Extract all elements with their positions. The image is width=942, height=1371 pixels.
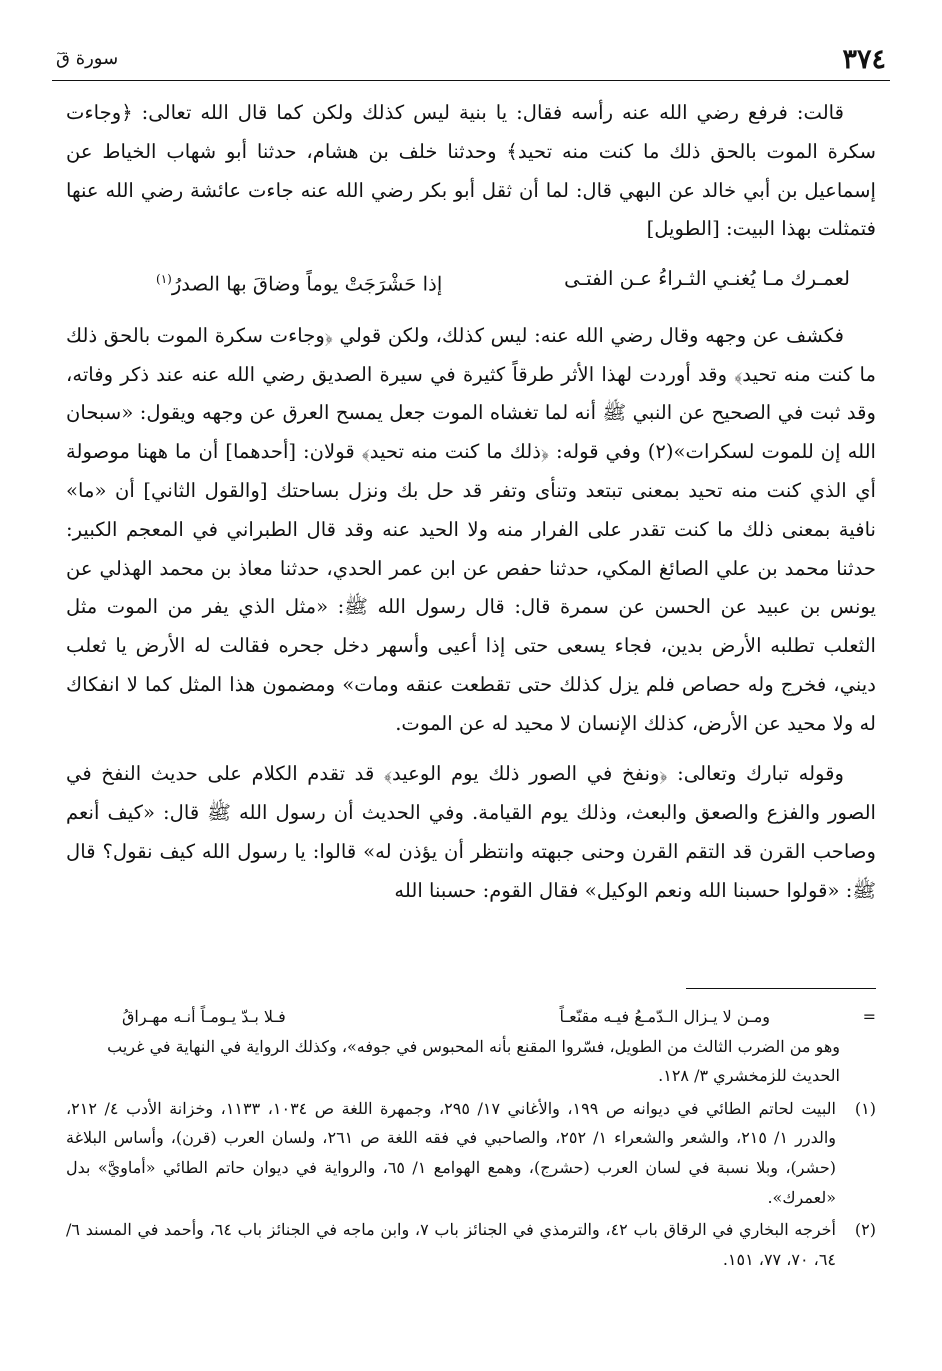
page-number: ٣٧٤ — [842, 44, 886, 75]
paragraph: فكشف عن وجهه وقال رضي الله عنه: ليس كذلك، ولكن قولي ﴿وجاءت سكرة الموت بالحق ذلك ما كنت منه تحيد﴾ وقد أوردت لهذا الأثر طرقاً كثيرة في سيرة الصديق رضي الله عنه عند ذكر وفاته، وقد ثبت في الصحيح عن النبي ﷺ أنه لما تغشاه الموت جعل يمسح العرق عن وجهه ويقول: «سبحان الله إن للموت لسكرات»(٢) وفي قوله: ﴿ذلك ما كنت منه تحيد﴾ قولان: [أحدهما] أن ما ههنا موصولة أي الذي كنت منه تحيد بمعنى تبتعد وتنأى وتفر قد حل بك ونزل بساحتك [والقول الثاني] أن «ما» نافية بمعنى ذلك ما كنت تقدر على الفرار منه ولا الحيد عنه وقد قال الطبراني في المعجم الكبير: حدثنا محمد بن علي الصائغ المكي، حدثنا حفص عن ابن عمر الحدي، حدثنا معاذ بن محمد الهذلي عن يونس بن عبيد عن الحسن عن سمرة قال: قال رسول الله ﷺ: «مثل الذي يفر من الموت مثل الثعلب تطلبه الأرض بدين، فجاء يسعى حتى إذا أعيى وأسهر دخل جحره فقالت له الأرض يا ثعلب ديني، فخرج وله حصاص فلم يزل كذلك حتى تقطعت عنقه ومات» ومضمون هذا المثل كما لا انفكاك له ولا محيد عن الأرض، كذلك الإنسان لا محيد له عن الموت. — [66, 323, 876, 735]
footnote-1 — [66, 1094, 876, 1212]
verse-first-hemistich: لعمـرك مـا يُغنـي الثـراءُ عـن الفتـى — [564, 267, 850, 291]
footnote-verse — [66, 1002, 840, 1032]
page-header — [52, 40, 890, 81]
verse-second-hemistich-text: إذا حَشْرَجَتْ يوماً وضاقَ بها الصدرُ — [171, 272, 443, 296]
running-title: سورة قٓ — [56, 48, 119, 69]
footnote-2 — [66, 1215, 876, 1274]
footnote-marker: (١) — [156, 272, 172, 287]
continuation-mark: = — [862, 1007, 876, 1026]
footnote-number: (١) — [854, 1098, 876, 1118]
footnote-verse-second: فـلا بـدّ يـومـاً أنـه مهـراقُ — [122, 1007, 286, 1026]
poetry-verse — [156, 259, 850, 305]
verse-second-hemistich — [156, 259, 442, 305]
paragraph: قالت: فرفع رضي الله عنه رأسه فقال: يا بنية ليس كذلك ولكن كما قال الله تعالى: ﴿وجاءت سكرة الموت بالحق ذلك ما كنت منه تحيد﴾ وحدثنا خلف بن هشام، حدثنا أبو شهاب الخياط عن إسماعيل بن أبي خالد عن البهي قال: لما أن ثقل أبو بكر رضي الله عنه جاءت عائشة رضي الله عنها فتمثلت بهذا البيت: [الطويل] — [66, 101, 876, 241]
footnotes — [66, 1002, 876, 1274]
footnote-number: (٢) — [854, 1220, 876, 1240]
main-text — [66, 94, 876, 911]
footnote-continuation — [66, 1002, 876, 1091]
footnote-separator — [686, 988, 876, 989]
footnote-text: البيت لحاتم الطائي في ديوانه ص ١٩٩، والأغاني ١٧/ ٢٩٥، وجمهرة اللغة ص ١٠٣٤، ١١٣٣، وخزانة الأدب ٤/ ٢١٢، والدرر ١/ ٢١٥، والشعر والشعراء ١/ ٢٥٢، والصاحبي في فقه اللغة ص ٢٦١، ولسان العرب (قرن)، وأساس البلاغة (حشر)، وبلا نسبة في لسان العرب (حشرج)، وهمع الهوامع ١/ ٦٥، والرواية في ديوان حاتم الطائي «أماويَّ» بدل «لعمرك». — [66, 1098, 837, 1207]
paragraph: وقوله تبارك وتعالى: ﴿ونفخ في الصور ذلك يوم الوعيد﴾ قد تقدم الكلام على حديث النفخ في الصور والفزع والصعق والبعث، وذلك يوم القيامة. وفي الحديث أن رسول الله ﷺ قال: «كيف أنعم وصاحب القرن قد التقم القرن وحنى جبهته وانتظر أن يؤذن له» قالوا: يا رسول الله كيف نقول؟ قال ﷺ: «قولوا حسبنا الله ونعم الوكيل» فقال القوم: حسبنا الله — [66, 762, 876, 902]
footnote-text: أخرجه البخاري في الرقاق باب ٤٢، والترمذي في الجنائز باب ٧، وابن ماجه في الجنائز باب ٦٤، وأحمد في المسند ٦/ ٦٤، ٧٠، ٧٧، ١٥١. — [66, 1220, 836, 1269]
footnote-verse-first: ومـن لا يـزال الـدّمـعُ فيـه مقنّعـاً — [559, 1007, 770, 1026]
footnote-continuation-text: وهو من الضرب الثالث من الطويل، فسّروا المقنع بأنه المحبوس في جوفه»، وكذلك الرواية في النهاية في غريب الحديث للزمخشري ٣/ ١٢٨. — [107, 1036, 840, 1086]
